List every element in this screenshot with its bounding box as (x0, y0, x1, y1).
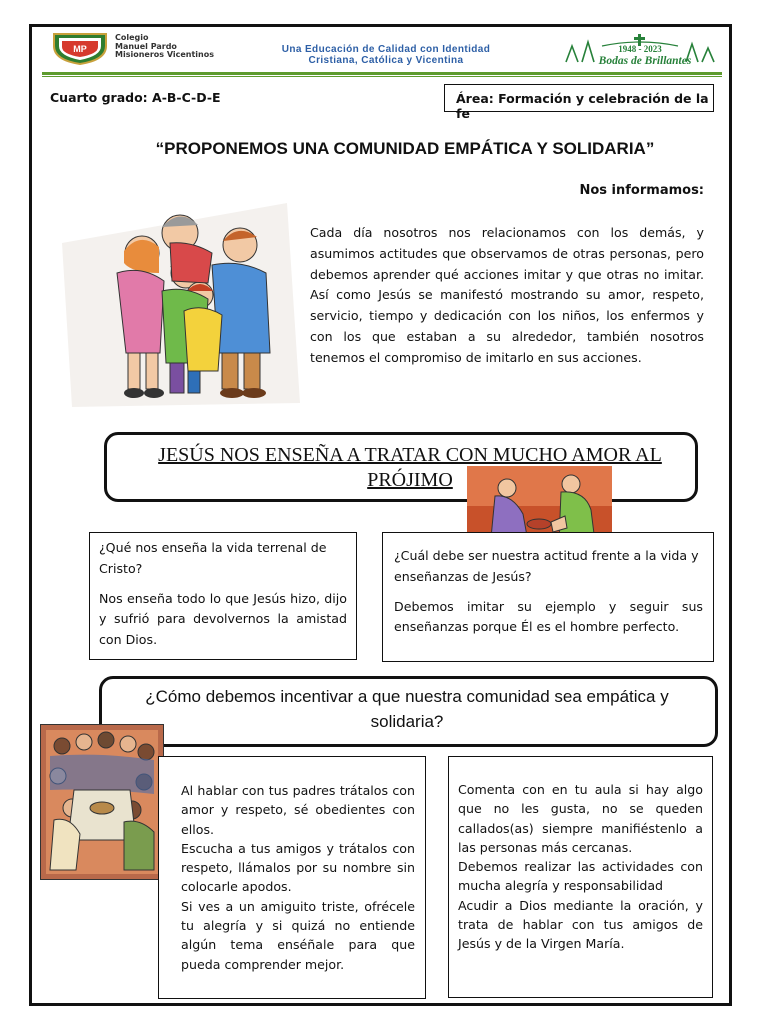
tip-left-2: Escucha a tus amigos y trátalos con respeto, llámalos por su nombre sin colocarle apodos. (181, 840, 415, 895)
group-hug-illustration (62, 203, 300, 407)
section-subtitle: Nos informamos: (579, 183, 704, 198)
school-line-3: Misioneros Vicentinos (115, 50, 214, 59)
header-divider (42, 72, 722, 75)
school-line-2: Manuel Pardo (115, 41, 177, 51)
header-divider-thin (42, 76, 722, 77)
last-supper-illustration (40, 724, 164, 880)
tip-right-2: Debemos realizar las actividades con mucha alegría y responsabilidad (458, 859, 703, 894)
question-box-1 (89, 532, 357, 660)
school-name (115, 34, 214, 60)
answer-1: Nos enseña todo lo que Jesús hizo, dijo y sufrió para devolvernos la amistad con Dios. (99, 590, 347, 648)
tips-box-left (158, 756, 426, 999)
tip-left-1: Al hablar con tus padres trátalos con amor y respeto, sé obedientes con ellos. (181, 783, 415, 837)
grade-label: Cuarto grado: A-B-C-D-E (50, 90, 221, 105)
page-title: “PROPONEMOS UNA COMUNIDAD EMPÁTICA Y SOLIDARIA” (155, 139, 655, 158)
motto-line-1: Una Educación de Calidad con Identidad (281, 44, 491, 55)
teaching-banner-title: JESÚS NOS ENSEÑA A TRATAR CON MUCHO AMOR AL PRÓJIMO (158, 444, 662, 491)
school-line-1: Colegio (115, 33, 149, 42)
tip-right-3: Acudir a Dios mediante la oración, y trata de hablar con tus amigos de Jesús y de la Virgen María. (458, 897, 703, 952)
area-box: Área: Formación y celebración de la fe (444, 84, 714, 112)
school-motto (238, 44, 534, 66)
tip-right-1: Comenta con en tu aula si hay algo que no les gusta, no se queden callados(as) siempre manifiéstenlo a las personas más cercanas. (458, 782, 703, 855)
answer-2: Debemos imitar su ejemplo y seguir sus enseñanzas porque Él es el hombre perfecto. (394, 598, 703, 635)
anniversary-dates: 1948 - 2023 (618, 44, 662, 54)
school-logo (50, 30, 110, 66)
question-box-2 (382, 532, 714, 662)
motto-line-2: Cristiana, Católica y Vicentina (308, 55, 464, 66)
svg-text:MP: MP (73, 44, 87, 54)
tips-box-right (448, 756, 713, 998)
question-1: ¿Qué nos enseña la vida terrenal de Cristo? (99, 540, 327, 576)
question-banner-title: ¿Cómo debemos incentivar a que nuestra comunidad sea empática y solidaria? (145, 687, 669, 731)
anniversary-title: Bodas de Brillantes (598, 55, 692, 67)
tip-left-3: Si ves a un amiguito triste, ofrécele tu alegría y si quizá no entiende algún tema enséñale para que pueda comprender mejor. (181, 898, 415, 972)
question-2: ¿Cuál debe ser nuestra actitud frente a la vida y enseñanzas de Jesús? (394, 548, 699, 584)
intro-paragraph: Cada día nosotros nos relacionamos con los demás, y asumimos actitudes que observamos de otras personas, pero debemos aprender qué acciones imitar y que otras no imitar. Así como Jesús se manifestó mostrando su amor, respeto, servicio, tiempo y dedicación con los niños, los enfermos y con los que estaban a su alrededor, también nosotros tenemos el compromiso de imitarlo en sus acciones. (310, 225, 704, 365)
